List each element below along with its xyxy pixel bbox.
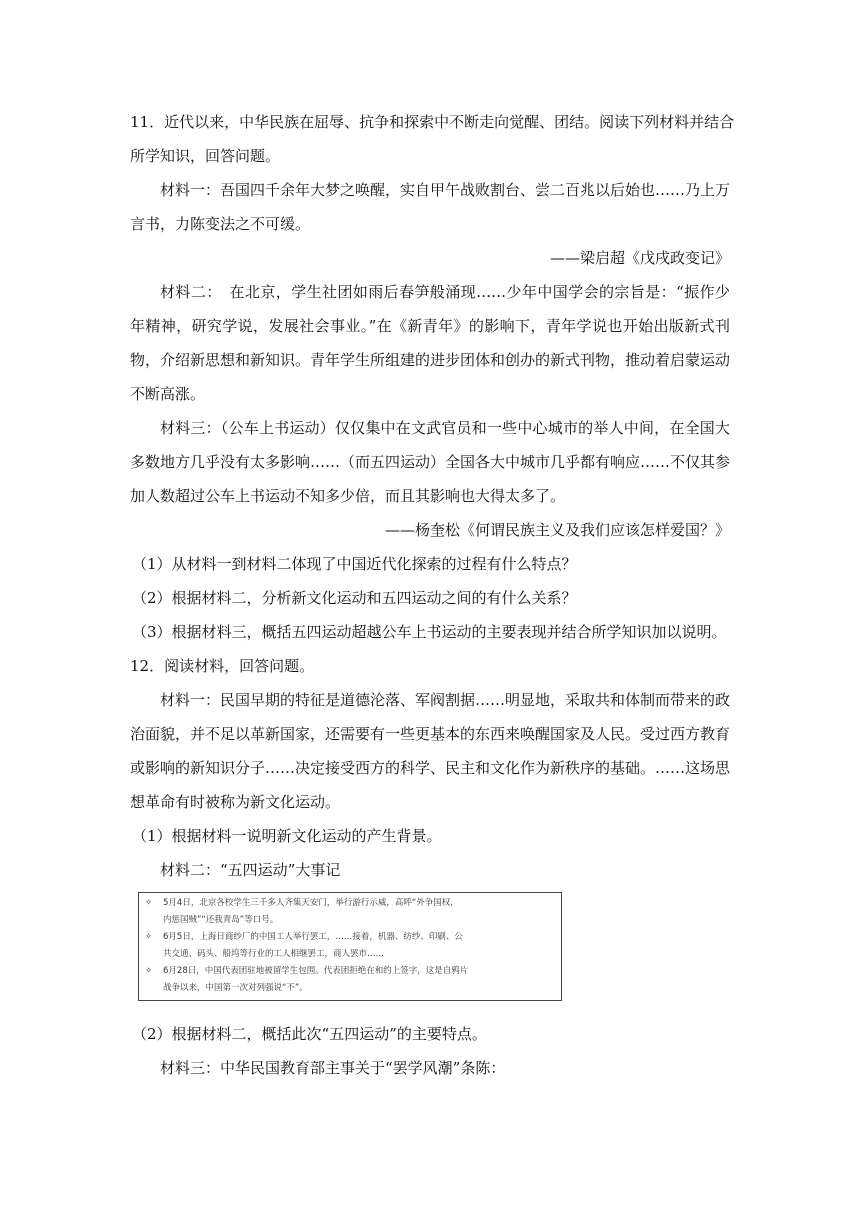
q11-material-3-line-2: 多数地方几乎没有太多影响……（而五四运动）全国各大中城市几乎都有响应……不仅其参	[130, 453, 731, 471]
q12-material-1-line-1: 材料一：民国早期的特征是道德沦落、军阀割据……明显地，采取共和体制而带来的政	[160, 691, 731, 709]
q11-sub-question-3: （3）根据材料三，概括五四运动超越公车上书运动的主要表现并结合所学知识加以说明。	[132, 623, 727, 641]
q12-stem: 12．阅读材料，回答问题。	[130, 657, 315, 675]
q11-material-2-line-2: 年精神，研究学说，发展社会事业。”在《新青年》的影响下，青年学说也开始出版新式刊	[130, 317, 730, 335]
event-3-line-1: ✧ 6月28日，中国代表团驻地被留学生包围。代表团拒绝在和约上签字，这是自鸦片	[145, 963, 555, 980]
q11-sub-question-2: （2）根据材料二，分析新文化运动和五四运动之间的有什么关系？	[132, 589, 577, 607]
q11-material-1-line-2: 言书，力陈变法之不可缓。	[130, 215, 311, 233]
q12-material-1-line-4: 想革命有时被称为新文化运动。	[130, 793, 341, 811]
q11-stem-line-2: 所学知识，回答问题。	[130, 147, 281, 165]
q11-material-3-source: ——杨奎松《何谓民族主义及我们应该怎样爱国？》	[384, 521, 730, 539]
q12-material-1-line-2: 治面貌，并不足以革新国家，还需要有一些更基本的东西来唤醒国家及人民。受过西方教育	[130, 725, 731, 743]
star-bullet-icon: ✧	[145, 898, 153, 908]
q11-material-2-line-3: 物，介绍新思想和新知识。青年学生所组建的进步团体和创办的新式刊物，推动着启蒙运动	[130, 351, 731, 369]
q11-material-1-line-1: 材料一：吾国四千余年大梦之唤醒，实自甲午战败割台、尝二百兆以后始也……乃上万	[160, 181, 731, 199]
q11-sub-question-1: （1）从材料一到材料二体现了中国近代化探索的过程有什么特点？	[132, 555, 577, 573]
q12-material-1-line-3: 或影响的新知识分子……决定接受西方的科学、民主和文化作为新秩序的基础。……这场思	[130, 759, 731, 777]
q12-sub-question-1: （1）根据材料一说明新文化运动的产生背景。	[132, 827, 442, 845]
q12-sub-question-2: （2）根据材料二，概括此次“五四运动”的主要特点。	[132, 1025, 487, 1043]
q12-material-2-title: 材料二：“五四运动”大事记	[160, 861, 341, 879]
event-2-line-2: 共交通、码头、船坞等行业的工人相继罢工，商人罢市……	[163, 949, 385, 959]
event-1-line-2: 内惩国贼”“还我青岛”等口号。	[163, 915, 279, 925]
event-3-line-2: 战争以来，中国第一次对列强说“不”。	[163, 983, 308, 993]
event-1-line-1: ✧ 5月4日，北京各校学生三千多人齐集天安门，举行游行示威，高呼“外争国权，	[145, 895, 555, 912]
q12-material-3-title: 材料三：中华民国教育部主事关于“罢学风潮”条陈：	[160, 1059, 506, 1077]
q11-material-2-line-1: 材料二： 在北京，学生社团如雨后春笋般涌现……少年中国学会的宗旨是：“振作少	[160, 283, 730, 301]
may-fourth-events-box	[138, 892, 562, 1001]
q11-material-2-line-4: 不断高涨。	[130, 385, 206, 403]
star-bullet-icon: ✧	[145, 932, 153, 942]
q11-stem-line-1: 11．近代以来，中华民族在屈辱、抗争和探索中不断走向觉醒、团结。阅读下列材料并结合	[130, 113, 735, 131]
star-bullet-icon: ✧	[145, 966, 153, 976]
event-2-line-1: ✧ 6月5日，上海日商纱厂的中国工人举行罢工，……接着，机器、纺纱、印刷、公	[145, 929, 555, 946]
q11-material-3-line-3: 加人数超过公车上书运动不知多少倍，而且其影响也大得太多了。	[130, 487, 566, 505]
q11-material-3-line-1: 材料三：（公车上书运动）仅仅集中在文武官员和一些中心城市的举人中间，在全国大	[160, 419, 730, 437]
q11-material-1-source: ——梁启超《戊戌政变记》	[549, 249, 730, 267]
